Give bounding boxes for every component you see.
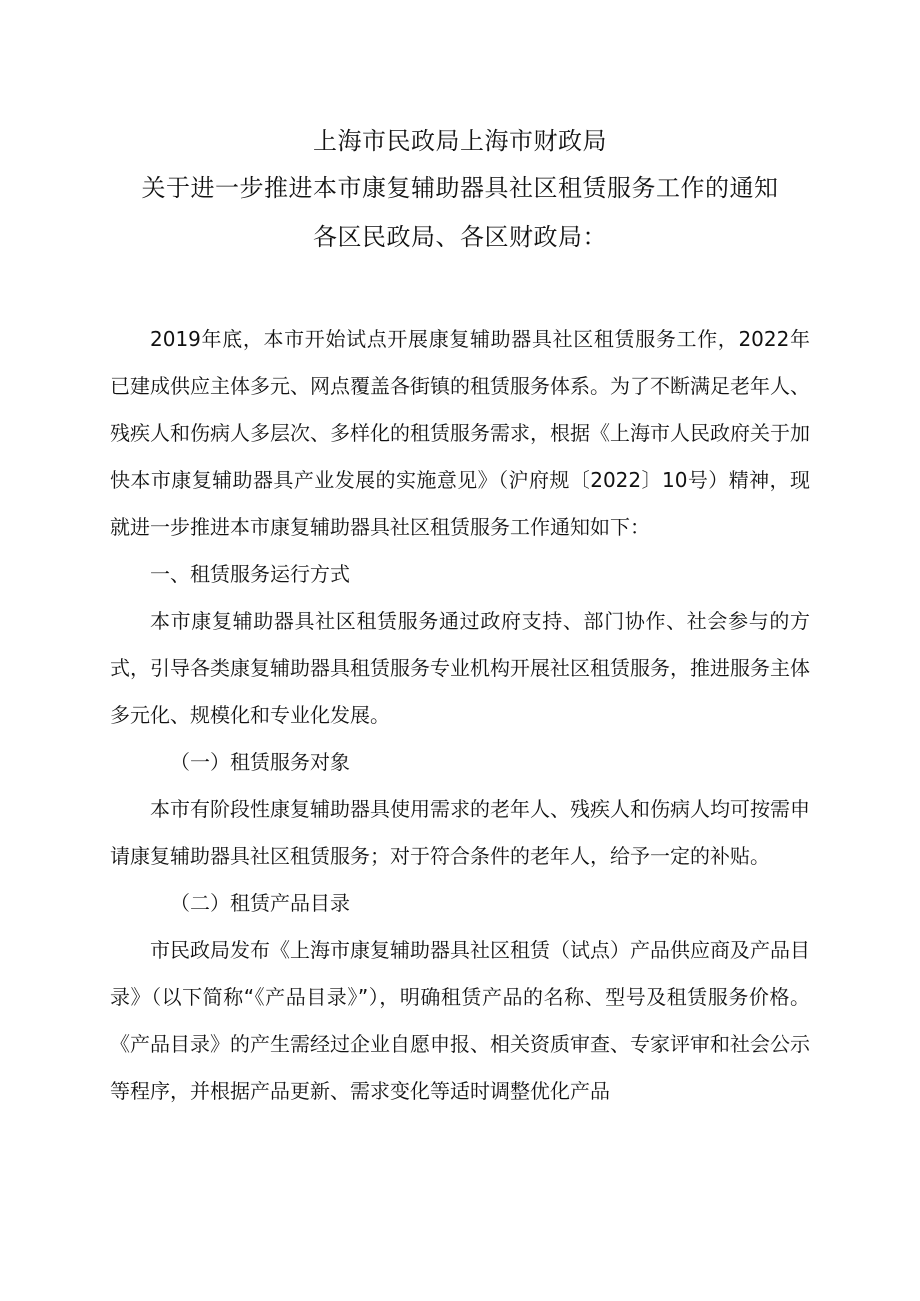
document-addressee: 各区民政局、各区财政局： <box>313 223 607 251</box>
subsection-heading-2: （二）租赁产品目录 <box>170 891 350 915</box>
subsection-2-paragraph: 市民政局发布《上海市康复辅助器具社区租赁（试点）产品供应商及产品目录》（以下简称“《产品目录》”），明确租赁产品的名称、型号及租赁服务价格。《产品目录》的产生需经过企业自愿申报、相关资质审查、专家评审和社会公示等程序，并根据产品更新、需求变化等适时调整优化产品 <box>110 938 810 1103</box>
document-body <box>110 316 810 1115</box>
section-1-paragraph: 本市康复辅助器具社区租赁服务通过政府支持、部门协作、社会参与的方式，引导各类康复辅助器具租赁服务专业机构开展社区租赁服务，推进服务主体多元化、规模化和专业化发展。 <box>110 609 810 727</box>
document-title-subject: 关于进一步推进本市康复辅助器具社区租赁服务工作的通知 <box>141 174 779 202</box>
subsection-1-paragraph: 本市有阶段性康复辅助器具使用需求的老年人、残疾人和伤病人均可按需申请康复辅助器具社区租赁服务；对于符合条件的老年人，给予一定的补贴。 <box>110 797 810 868</box>
subsection-heading-1: （一）租赁服务对象 <box>170 750 350 774</box>
section-heading-1: 一、租赁服务运行方式 <box>150 562 350 586</box>
document-title-issuer: 上海市民政局上海市财政局 <box>313 127 607 155</box>
intro-paragraph: 2019年底，本市开始试点开展康复辅助器具社区租赁服务工作，2022年已建成供应主体多元、网点覆盖各街镇的租赁服务体系。为了不断满足老年人、残疾人和伤病人多层次、多样化的租赁服务需求，根据《上海市人民政府关于加快本市康复辅助器具产业发展的实施意见》（沪府规〔2022〕10号）精神，现就进一步推进本市康复辅助器具社区租赁服务工作通知如下： <box>110 327 810 539</box>
